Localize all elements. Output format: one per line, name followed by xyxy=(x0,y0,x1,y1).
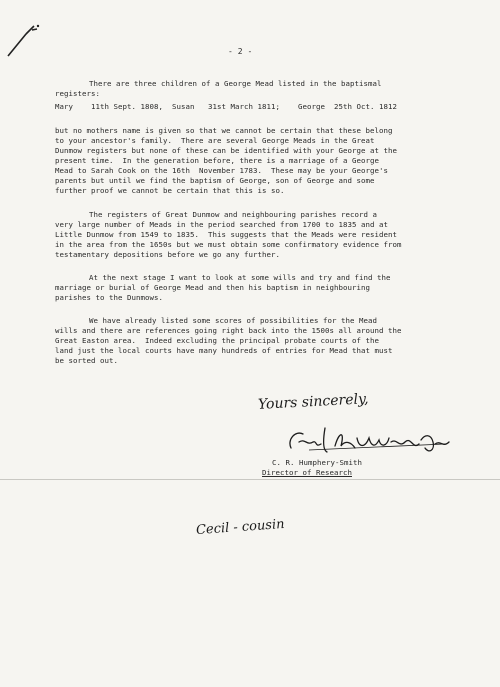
handwritten-signature xyxy=(285,420,455,462)
corner-pen-mark xyxy=(4,20,44,60)
baptism-dates: Mary 11th Sept. 1808, Susan 31st March 1811; George 25th Oct. 1812 xyxy=(55,102,397,111)
scan-artifact-line xyxy=(0,479,500,480)
paragraph-3-line: The registers of Great Dunmow and neighbouring parishes record a xyxy=(89,210,377,219)
paragraph-5-line: be sorted out. xyxy=(55,356,118,365)
paragraph-5-line: wills and there are references going right back into the 1500s all around the xyxy=(55,326,402,335)
paragraph-2-line: Mead to Sarah Cook on the 16th November 1783. These may be your George's xyxy=(55,166,388,175)
paragraph-4-line: parishes to the Dunmows. xyxy=(55,293,163,302)
signatory-title: Director of Research xyxy=(262,468,352,477)
paragraph-5-line: We have already listed some scores of possibilities for the Mead xyxy=(89,316,377,325)
paragraph-2-line: Dunmow registers but none of these can be identified with your George at the xyxy=(55,146,397,155)
paragraph-2-line: further proof we cannot be certain that this is so. xyxy=(55,186,285,195)
signatory-name: C. R. Humphery-Smith xyxy=(272,458,362,467)
paragraph-3-line: Little Dunmow from 1549 to 1835. This suggests that the Meads were resident xyxy=(55,230,397,239)
paragraph-4-line: At the next stage I want to look at some wills and try and find the xyxy=(89,273,391,282)
handwritten-annotation: Cecil - cousin xyxy=(195,516,285,539)
paragraph-2-line: present time. In the generation before, there is a marriage of a George xyxy=(55,156,379,165)
paragraph-1-line: There are three children of a George Mead listed in the baptismal xyxy=(89,79,382,88)
paragraph-4-line: marriage or burial of George Mead and then his baptism in neighbouring xyxy=(55,283,370,292)
paragraph-2-line: to your ancestor's family. There are several George Meads in the Great xyxy=(55,136,375,145)
paragraph-5-line: Great Easton area. Indeed excluding the principal probate courts of the xyxy=(55,336,379,345)
paragraph-5-line: land just the local courts have many hundreds of entries for Mead that must xyxy=(55,346,393,355)
valediction-handwritten: Yours sincerely, xyxy=(257,391,369,413)
paragraph-3-line: in the area from the 1650s but we must obtain some confirmatory evidence from xyxy=(55,240,402,249)
paragraph-3-line: testamentary depositions before we go any further. xyxy=(55,250,280,259)
paragraph-2-line: but no mothers name is given so that we cannot be certain that these belong xyxy=(55,126,393,135)
paragraph-3-line: very large number of Meads in the period searched from 1700 to 1835 and at xyxy=(55,220,388,229)
page-number: - 2 - xyxy=(228,47,253,56)
paragraph-2-line: parents but until we find the baptism of George, son of George and some xyxy=(55,176,375,185)
paragraph-1-line: registers: xyxy=(55,89,100,98)
